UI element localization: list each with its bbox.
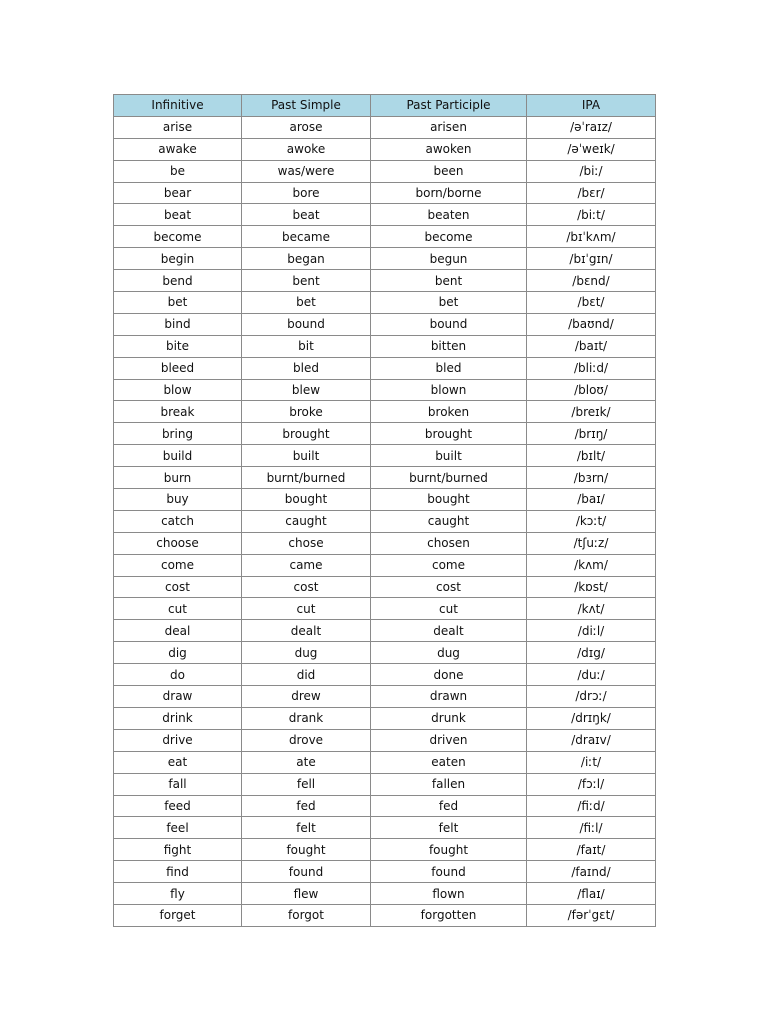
cell-past-simple: bore xyxy=(242,182,371,204)
cell-infinitive: bear xyxy=(114,182,242,204)
cell-ipa: /flaɪ/ xyxy=(527,883,656,905)
cell-past-simple: flew xyxy=(242,883,371,905)
table-row xyxy=(114,904,656,926)
cell-ipa: /dɪg/ xyxy=(527,642,656,664)
cell-infinitive: fly xyxy=(114,883,242,905)
cell-past-simple: built xyxy=(242,445,371,467)
table-row xyxy=(114,182,656,204)
cell-past-participle: broken xyxy=(371,401,527,423)
cell-past-participle: burnt/burned xyxy=(371,467,527,489)
cell-past-participle: built xyxy=(371,445,527,467)
cell-past-simple: fell xyxy=(242,773,371,795)
cell-ipa: /faɪt/ xyxy=(527,839,656,861)
table-row xyxy=(114,226,656,248)
cell-past-participle: found xyxy=(371,861,527,883)
table-row xyxy=(114,116,656,138)
table-row xyxy=(114,642,656,664)
table-row xyxy=(114,707,656,729)
cell-past-simple: found xyxy=(242,861,371,883)
cell-ipa: /bɜrn/ xyxy=(527,467,656,489)
irregular-verbs-table xyxy=(113,94,656,927)
cell-infinitive: bleed xyxy=(114,357,242,379)
cell-past-participle: bought xyxy=(371,489,527,511)
table-row xyxy=(114,620,656,642)
cell-ipa: /bɛt/ xyxy=(527,292,656,314)
cell-ipa: /duː/ xyxy=(527,664,656,686)
cell-past-participle: driven xyxy=(371,729,527,751)
cell-ipa: /baɪt/ xyxy=(527,335,656,357)
table-row xyxy=(114,773,656,795)
cell-past-participle: brought xyxy=(371,423,527,445)
cell-past-participle: dug xyxy=(371,642,527,664)
header-infinitive: Infinitive xyxy=(114,95,242,117)
cell-past-simple: bent xyxy=(242,270,371,292)
table-row xyxy=(114,270,656,292)
table-body xyxy=(114,116,656,926)
cell-ipa: /əˈweɪk/ xyxy=(527,138,656,160)
table-row xyxy=(114,532,656,554)
cell-infinitive: do xyxy=(114,664,242,686)
table-header xyxy=(114,95,656,117)
cell-ipa: /diːl/ xyxy=(527,620,656,642)
cell-past-simple: dealt xyxy=(242,620,371,642)
cell-infinitive: forget xyxy=(114,904,242,926)
cell-infinitive: feed xyxy=(114,795,242,817)
cell-past-simple: beat xyxy=(242,204,371,226)
cell-infinitive: come xyxy=(114,554,242,576)
cell-past-simple: drank xyxy=(242,707,371,729)
table-row xyxy=(114,686,656,708)
cell-infinitive: blow xyxy=(114,379,242,401)
table-row xyxy=(114,445,656,467)
cell-past-participle: bound xyxy=(371,313,527,335)
table-row xyxy=(114,817,656,839)
cell-past-simple: forgot xyxy=(242,904,371,926)
cell-infinitive: break xyxy=(114,401,242,423)
table-row xyxy=(114,357,656,379)
cell-past-simple: felt xyxy=(242,817,371,839)
table-row xyxy=(114,729,656,751)
cell-past-participle: felt xyxy=(371,817,527,839)
cell-past-simple: began xyxy=(242,248,371,270)
cell-past-simple: broke xyxy=(242,401,371,423)
cell-past-participle: begun xyxy=(371,248,527,270)
table-row xyxy=(114,510,656,532)
cell-past-simple: caught xyxy=(242,510,371,532)
cell-infinitive: drive xyxy=(114,729,242,751)
table-row xyxy=(114,883,656,905)
cell-past-participle: bitten xyxy=(371,335,527,357)
cell-past-simple: became xyxy=(242,226,371,248)
cell-infinitive: drink xyxy=(114,707,242,729)
cell-ipa: /bɪlt/ xyxy=(527,445,656,467)
cell-past-simple: came xyxy=(242,554,371,576)
cell-ipa: /baʊnd/ xyxy=(527,313,656,335)
cell-past-simple: bled xyxy=(242,357,371,379)
cell-ipa: /faɪnd/ xyxy=(527,861,656,883)
cell-past-participle: bet xyxy=(371,292,527,314)
header-ipa: IPA xyxy=(527,95,656,117)
cell-past-simple: was/were xyxy=(242,160,371,182)
cell-past-participle: arisen xyxy=(371,116,527,138)
cell-infinitive: fight xyxy=(114,839,242,861)
cell-infinitive: be xyxy=(114,160,242,182)
cell-past-participle: done xyxy=(371,664,527,686)
header-past-participle: Past Participle xyxy=(371,95,527,117)
cell-past-simple: bit xyxy=(242,335,371,357)
table-row xyxy=(114,751,656,773)
cell-ipa: /bɪˈgɪn/ xyxy=(527,248,656,270)
cell-infinitive: deal xyxy=(114,620,242,642)
cell-infinitive: dig xyxy=(114,642,242,664)
cell-past-simple: arose xyxy=(242,116,371,138)
cell-infinitive: choose xyxy=(114,532,242,554)
header-row xyxy=(114,95,656,117)
cell-past-participle: fallen xyxy=(371,773,527,795)
cell-infinitive: cost xyxy=(114,576,242,598)
cell-past-participle: become xyxy=(371,226,527,248)
cell-ipa: /drɔː/ xyxy=(527,686,656,708)
table-row xyxy=(114,138,656,160)
table-row xyxy=(114,554,656,576)
cell-past-simple: blew xyxy=(242,379,371,401)
cell-infinitive: eat xyxy=(114,751,242,773)
cell-ipa: /bloʊ/ xyxy=(527,379,656,401)
cell-past-participle: bent xyxy=(371,270,527,292)
cell-infinitive: cut xyxy=(114,598,242,620)
cell-past-simple: dug xyxy=(242,642,371,664)
cell-past-participle: chosen xyxy=(371,532,527,554)
cell-infinitive: draw xyxy=(114,686,242,708)
cell-infinitive: build xyxy=(114,445,242,467)
table-row xyxy=(114,423,656,445)
cell-past-simple: fed xyxy=(242,795,371,817)
cell-past-simple: awoke xyxy=(242,138,371,160)
cell-infinitive: awake xyxy=(114,138,242,160)
cell-ipa: /tʃuːz/ xyxy=(527,532,656,554)
cell-past-simple: cost xyxy=(242,576,371,598)
cell-past-participle: cost xyxy=(371,576,527,598)
cell-past-simple: burnt/burned xyxy=(242,467,371,489)
cell-ipa: /kɔːt/ xyxy=(527,510,656,532)
table-row xyxy=(114,401,656,423)
table-row xyxy=(114,467,656,489)
cell-past-participle: flown xyxy=(371,883,527,905)
cell-ipa: /brɪŋ/ xyxy=(527,423,656,445)
cell-ipa: /kʌm/ xyxy=(527,554,656,576)
cell-infinitive: buy xyxy=(114,489,242,511)
cell-infinitive: arise xyxy=(114,116,242,138)
cell-infinitive: become xyxy=(114,226,242,248)
cell-ipa: /biː/ xyxy=(527,160,656,182)
cell-past-simple: chose xyxy=(242,532,371,554)
cell-ipa: /fiːl/ xyxy=(527,817,656,839)
cell-infinitive: feel xyxy=(114,817,242,839)
cell-past-participle: bled xyxy=(371,357,527,379)
cell-ipa: /baɪ/ xyxy=(527,489,656,511)
cell-ipa: /biːt/ xyxy=(527,204,656,226)
cell-infinitive: bend xyxy=(114,270,242,292)
cell-past-participle: cut xyxy=(371,598,527,620)
cell-past-simple: fought xyxy=(242,839,371,861)
cell-ipa: /bɪˈkʌm/ xyxy=(527,226,656,248)
cell-past-participle: awoken xyxy=(371,138,527,160)
cell-infinitive: bring xyxy=(114,423,242,445)
cell-past-participle: fought xyxy=(371,839,527,861)
cell-infinitive: bite xyxy=(114,335,242,357)
cell-past-simple: bought xyxy=(242,489,371,511)
table-row xyxy=(114,576,656,598)
cell-infinitive: bet xyxy=(114,292,242,314)
cell-ipa: /fɔːl/ xyxy=(527,773,656,795)
table-row xyxy=(114,204,656,226)
cell-past-participle: forgotten xyxy=(371,904,527,926)
cell-infinitive: fall xyxy=(114,773,242,795)
cell-ipa: /iːt/ xyxy=(527,751,656,773)
cell-ipa: /draɪv/ xyxy=(527,729,656,751)
cell-infinitive: catch xyxy=(114,510,242,532)
cell-past-participle: come xyxy=(371,554,527,576)
cell-ipa: /bɛnd/ xyxy=(527,270,656,292)
table-row xyxy=(114,379,656,401)
cell-past-participle: blown xyxy=(371,379,527,401)
cell-ipa: /əˈraɪz/ xyxy=(527,116,656,138)
cell-ipa: /bliːd/ xyxy=(527,357,656,379)
cell-ipa: /breɪk/ xyxy=(527,401,656,423)
cell-past-simple: brought xyxy=(242,423,371,445)
cell-past-participle: born/borne xyxy=(371,182,527,204)
cell-ipa: /fərˈgɛt/ xyxy=(527,904,656,926)
table-row xyxy=(114,598,656,620)
table-row xyxy=(114,313,656,335)
cell-past-participle: drawn xyxy=(371,686,527,708)
cell-past-simple: bound xyxy=(242,313,371,335)
cell-ipa: /kʌt/ xyxy=(527,598,656,620)
cell-infinitive: bind xyxy=(114,313,242,335)
table-row xyxy=(114,795,656,817)
table-row xyxy=(114,839,656,861)
table-row xyxy=(114,489,656,511)
cell-past-simple: bet xyxy=(242,292,371,314)
cell-past-participle: dealt xyxy=(371,620,527,642)
table-row xyxy=(114,335,656,357)
cell-past-participle: drunk xyxy=(371,707,527,729)
cell-past-simple: cut xyxy=(242,598,371,620)
cell-past-simple: did xyxy=(242,664,371,686)
cell-infinitive: begin xyxy=(114,248,242,270)
table-row xyxy=(114,160,656,182)
table-row xyxy=(114,664,656,686)
cell-past-simple: ate xyxy=(242,751,371,773)
table-row xyxy=(114,248,656,270)
cell-ipa: /bɛr/ xyxy=(527,182,656,204)
cell-infinitive: burn xyxy=(114,467,242,489)
cell-past-participle: been xyxy=(371,160,527,182)
cell-past-simple: drew xyxy=(242,686,371,708)
cell-past-participle: eaten xyxy=(371,751,527,773)
cell-past-participle: fed xyxy=(371,795,527,817)
cell-past-participle: caught xyxy=(371,510,527,532)
cell-infinitive: beat xyxy=(114,204,242,226)
table-row xyxy=(114,292,656,314)
cell-past-simple: drove xyxy=(242,729,371,751)
cell-ipa: /drɪŋk/ xyxy=(527,707,656,729)
cell-infinitive: find xyxy=(114,861,242,883)
cell-ipa: /kɒst/ xyxy=(527,576,656,598)
table-row xyxy=(114,861,656,883)
cell-past-participle: beaten xyxy=(371,204,527,226)
header-past-simple: Past Simple xyxy=(242,95,371,117)
cell-ipa: /fiːd/ xyxy=(527,795,656,817)
